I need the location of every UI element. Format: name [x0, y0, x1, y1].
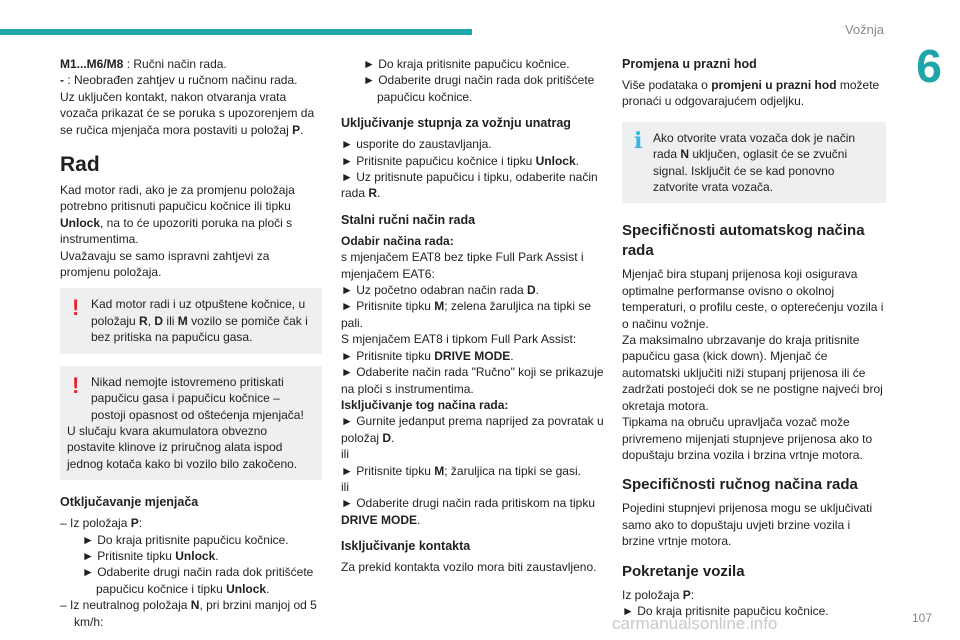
page-number: 107 — [911, 611, 932, 625]
warning-box — [60, 288, 322, 353]
paragraph: s mjenjačem EAT8 bez tipke Full Park Assist i mjenjačem EAT6: — [341, 250, 584, 281]
paragraph: Za prekid kontakta vozilo mora biti zaustavljeno. — [341, 560, 597, 575]
step-item: ► usporite do zaustavljanja. — [341, 137, 492, 152]
heading-auto-mode: Specifičnosti automatskog načina rada — [622, 222, 865, 260]
warning-text: U slučaju kvara akumulatora obvezno postavite klinove iz priručnog alata ispod jednog kotača kako bi vozilo bilo zakočeno. — [67, 423, 298, 471]
paragraph: Kad motor radi, ako je za promjenu položaja potrebno pritisnuti papučicu kočnice ili tipku Unlock, na to će upozoriti poruka na ploči s instrumentima. — [60, 183, 295, 247]
step-item: ► Do kraja pritisnite papučicu kočnice. — [622, 603, 829, 618]
paragraph: Pojedini stupnjevi prijenosa mogu se uključivati samo ako to dopuštaju uvjeti brzine vozila i brzine vrtnje motora. — [622, 501, 873, 549]
warning-text: Kad motor radi i uz otpuštene kočnice, u položaju R, D ili M vozilo se pomiče čak i bez pritiska na papučicu gasa. — [91, 297, 308, 345]
legend-dash: - : Neobrađen zahtjev u ručnom načinu rada. — [60, 73, 298, 88]
watermark: carmanualsonline.info — [612, 614, 778, 633]
warning-box — [60, 366, 322, 480]
step-item: ► Gurnite jedanput prema naprijed za povratak u položaj D. — [341, 414, 604, 445]
step-item: ► Pritisnite tipku M; zelena žaruljica na tipki se pali. — [341, 299, 591, 330]
heading-manual-specifics: Specifičnosti ručnog načina rada — [622, 476, 858, 494]
paragraph: ili — [341, 447, 349, 462]
subheading: Odabir načina rada: — [341, 233, 454, 248]
legend-modes: M1...M6/M8 : Ručni način rada. — [60, 57, 227, 71]
heading-starting: Pokretanje vozila — [622, 562, 745, 580]
column-right — [622, 56, 886, 619]
step-item: ► Uz početno odabran način rada D. — [341, 283, 540, 298]
warning-text: Nikad nemojte istovremeno pritiskati papučicu gasa i papučicu kočnice – postoji opasnost od oštećenja mjenjača! — [91, 374, 304, 422]
header-accent-bar — [0, 29, 472, 35]
step-item: ► Pritisnite tipku M; žaruljica na tipki se gasi. — [341, 463, 581, 478]
paragraph: Za maksimalno ubrzavanje do kraja pritisnite papučicu gasa (kick down). Mjenjač će automatski uključiti niži stupanj prijenosa ili će zadržati postojeći dok se ne postigne najveći broj okretaja motora. — [622, 333, 883, 413]
step-item: ► Uz pritisnute papučicu i tipku, odaberite način rada R. — [341, 170, 598, 201]
heading-ignition-off: Isključivanje kontakta — [341, 539, 471, 554]
step-item: ► Pritisnite tipku DRIVE MODE. — [341, 348, 514, 363]
step-item: ► Do kraja pritisnite papučicu kočnice. — [82, 532, 289, 547]
chapter-number: 6 — [916, 40, 942, 92]
step-item: ► Odaberite drugi način rada dok pritišćete papučicu kočnice i tipku Unlock. — [82, 565, 314, 596]
warning-icon: ! — [72, 372, 80, 398]
column-left — [60, 56, 322, 630]
heading-neutral: Promjena u prazni hod — [622, 57, 757, 71]
paragraph: Više podataka o promjeni u prazni hod možete pronaći u odgovarajućem odjeljku. — [622, 78, 880, 109]
step-item: ► Odaberite drugi način rada dok pritišćete papučicu kočnice. — [363, 73, 595, 104]
warning-icon: ! — [72, 295, 80, 321]
paragraph: ili — [341, 479, 349, 494]
paragraph: Uz uključen kontakt, nakon otvaranja vrata vozača prikazat će se poruka s upozorenjem da se ručica mjenjača mora postaviti u položaj P. — [60, 89, 315, 137]
heading-engage-reverse: Uključivanje stupnja za vožnju unatrag — [341, 116, 571, 131]
heading-manual-mode: Stalni ručni način rada — [341, 212, 476, 227]
paragraph: Tipkama na obruču upravljača vozač može privremeno mijenjati stupnjeve prijenosa ako to dopuštaju brzina vozila i brzina vrtnje motora. — [622, 415, 873, 462]
step-item: ► Odaberite način rada "Ručno" koji se prikazuje na ploči s instrumentima. — [341, 365, 604, 396]
paragraph: S mjenjačem EAT8 i tipkom Full Park Assist: — [341, 332, 577, 347]
paragraph: Iz položaja P: — [622, 587, 695, 602]
step-item: ► Do kraja pritisnite papučicu kočnice. — [363, 57, 570, 71]
paragraph: Mjenjač bira stupanj prijenosa koji osigurava optimalne performanse ovisno o okolnoj temperaturi, o profilu ceste, o opterećenju vozila i o načinu vožnje. — [622, 267, 884, 331]
info-text: Ako otvorite vrata vozača dok je način rada N uključen, oglasit će se zvučni signal. Isključit će se kad ponovno zatvorite vrata vozača. — [653, 130, 856, 195]
info-box — [622, 122, 886, 204]
subheading: Isključivanje tog načina rada: — [341, 397, 509, 412]
list-item: – Iz položaja P: — [60, 516, 143, 531]
list-item: – Iz neutralnog položaja N, pri brzini manjoj od 5 km/h: — [60, 598, 317, 629]
step-item: ► Odaberite drugi način rada pritiskom na tipku DRIVE MODE. — [341, 496, 596, 527]
heading-rad: Rad — [60, 153, 100, 177]
step-item: ► Pritisnite papučicu kočnice i tipku Unlock. — [341, 153, 579, 168]
column-middle — [341, 56, 605, 576]
info-icon: i — [634, 127, 643, 154]
step-item: ► Pritisnite tipku Unlock. — [82, 548, 219, 563]
paragraph: Uvažavaju se samo ispravni zahtjevi za promjenu položaja. — [60, 248, 270, 280]
heading-unlock: Otključavanje mjenjača — [60, 495, 199, 510]
section-title: Vožnja — [844, 22, 884, 37]
